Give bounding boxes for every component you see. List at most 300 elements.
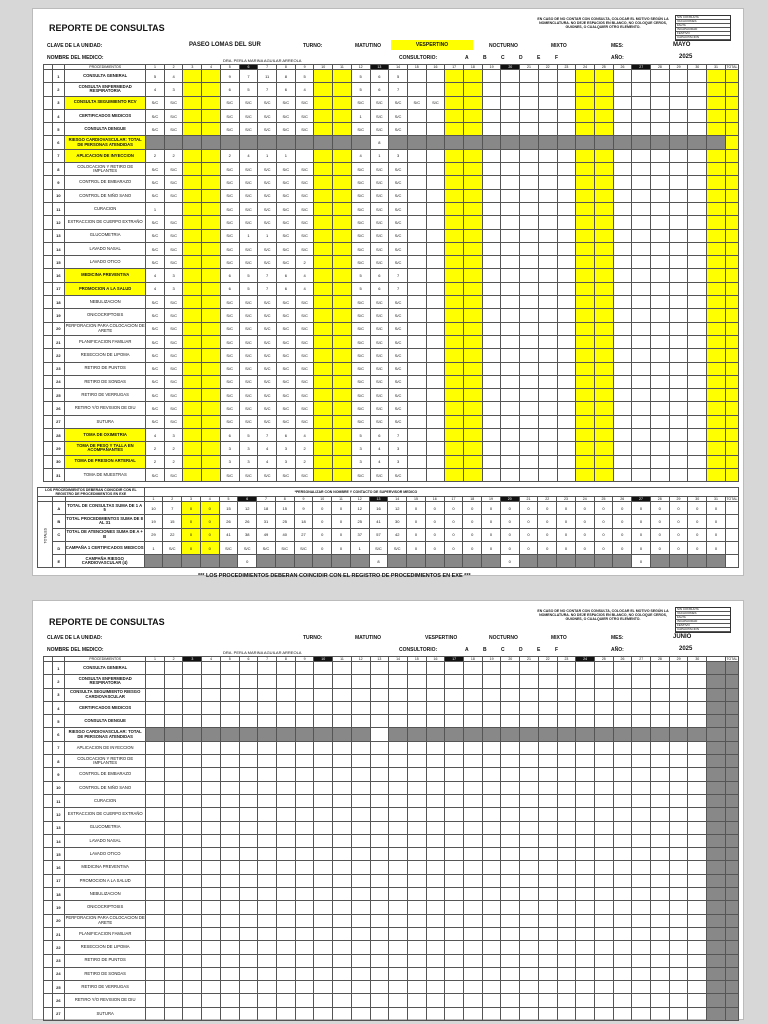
day-cell [407, 256, 426, 269]
day-cell [538, 941, 557, 954]
day-cell [220, 755, 239, 768]
day-cell: S/C [277, 402, 296, 415]
row-side [44, 149, 53, 162]
day-cell [482, 888, 501, 901]
day-cell [576, 123, 595, 136]
day-cell [594, 468, 613, 481]
day-cell [651, 70, 670, 83]
day-cell [632, 794, 651, 807]
anio-value: 2025 [679, 54, 693, 60]
totals-cell: 0 [707, 502, 726, 515]
day-cell [146, 914, 165, 927]
day-cell [295, 715, 314, 728]
row-number: 18 [52, 296, 65, 309]
day-cell [688, 362, 707, 375]
day-cell [576, 429, 595, 442]
day-cell [464, 296, 483, 309]
day-cell: S/C [239, 415, 258, 428]
row-label: RESECCION DE LIPOMA [65, 349, 146, 362]
day-cell [407, 794, 426, 807]
day-cell [482, 415, 501, 428]
day-cell [202, 322, 221, 335]
day-cell [576, 888, 595, 901]
day-cell [707, 349, 726, 362]
day-cell [538, 349, 557, 362]
row-side [44, 322, 53, 335]
bottom-note: *** LOS PROCEDIMIENTOS DEBERAN COINCIDIR CON EL REGISTRO DE PROCEDIMIENTOS EN EXE *** [198, 573, 471, 579]
day-cell [557, 149, 576, 162]
day-cell [464, 662, 483, 675]
row-total [725, 901, 738, 914]
day-cell [183, 202, 202, 215]
row-total [725, 96, 738, 109]
day-cell [688, 927, 707, 940]
day-header: 11 [332, 497, 351, 502]
report-page-june [32, 600, 744, 1020]
day-cell [501, 216, 520, 229]
day-cell: 1 [146, 202, 165, 215]
day-cell [688, 768, 707, 781]
day-cell [669, 70, 688, 83]
row-total [725, 927, 738, 940]
day-cell: S/C [370, 362, 389, 375]
day-header: 5 [220, 657, 239, 662]
totals-cell: 0 [313, 528, 332, 541]
row-number: 8 [52, 755, 65, 768]
turno-matutino: MATUTINO [355, 43, 382, 49]
day-cell [333, 149, 352, 162]
day-cell [183, 389, 202, 402]
day-cell [202, 728, 221, 741]
day-cell [482, 834, 501, 847]
day-cell: S/C [258, 402, 277, 415]
day-cell [613, 229, 632, 242]
day-cell [445, 675, 464, 688]
day-cell [501, 941, 520, 954]
day-cell [314, 794, 333, 807]
day-cell: S/C [164, 216, 183, 229]
day-header: 2 [163, 497, 182, 502]
day-cell: 3 [164, 269, 183, 282]
day-cell: S/C [277, 349, 296, 362]
mes-label-2: MES: [611, 635, 624, 641]
table-row [44, 123, 739, 136]
day-cell [445, 701, 464, 714]
row-number: 25 [52, 981, 65, 994]
day-cell: S/C [295, 402, 314, 415]
day-cell [613, 1007, 632, 1020]
day-cell [520, 981, 539, 994]
day-cell [314, 715, 333, 728]
day-cell [202, 70, 221, 83]
day-cell [482, 322, 501, 335]
day-cell [538, 715, 557, 728]
day-cell [464, 322, 483, 335]
nomenclature-item: FESTIVO [676, 32, 730, 36]
consultas-table [43, 64, 739, 482]
day-cell [239, 901, 258, 914]
day-cell: S/C [370, 176, 389, 189]
day-cell [202, 189, 221, 202]
day-cell [482, 309, 501, 322]
day-cell [632, 216, 651, 229]
day-cell [389, 675, 408, 688]
day-cell [594, 688, 613, 701]
totals-cell: 0 [632, 515, 651, 528]
day-cell: S/C [389, 202, 408, 215]
day-cell: S/C [277, 216, 296, 229]
day-cell [557, 309, 576, 322]
day-cell: S/C [239, 349, 258, 362]
totals-cell: 0 [632, 528, 651, 541]
day-cell: S/C [295, 349, 314, 362]
day-cell [202, 309, 221, 322]
day-cell [295, 808, 314, 821]
day-cell [538, 296, 557, 309]
totals-cell: 0 [557, 515, 576, 528]
day-cell: S/C [239, 202, 258, 215]
day-cell [202, 136, 221, 149]
day-cell: 5 [146, 70, 165, 83]
day-cell [632, 821, 651, 834]
table-row [44, 954, 739, 967]
day-cell: S/C [295, 309, 314, 322]
day-cell [576, 296, 595, 309]
day-cell [669, 768, 688, 781]
day-cell: 3 [389, 442, 408, 455]
day-cell: S/C [220, 309, 239, 322]
day-header: 1 [146, 657, 165, 662]
day-cell [295, 728, 314, 741]
totals-label: TOTAL DE ATENCIONES SUMA DE A + B [65, 528, 144, 541]
day-cell [576, 901, 595, 914]
day-cell: S/C [277, 123, 296, 136]
day-cell [407, 834, 426, 847]
day-cell [688, 136, 707, 149]
totals-cell: 0 [332, 528, 351, 541]
day-cell [445, 296, 464, 309]
day-cell [501, 954, 520, 967]
day-cell [538, 688, 557, 701]
day-cell [669, 109, 688, 122]
day-cell [202, 335, 221, 348]
day-header: 3 [183, 657, 202, 662]
day-cell [314, 468, 333, 481]
day-cell [314, 375, 333, 388]
day-cell [576, 768, 595, 781]
day-cell [482, 216, 501, 229]
day-cell [538, 442, 557, 455]
day-header: 27 [632, 657, 651, 662]
day-cell [258, 768, 277, 781]
day-cell [520, 176, 539, 189]
day-cell [295, 821, 314, 834]
day-cell: S/C [295, 176, 314, 189]
day-cell: S/C [164, 256, 183, 269]
day-cell [314, 322, 333, 335]
day-cell [707, 981, 726, 994]
totals-cell: 0 [688, 502, 707, 515]
table-row [44, 794, 739, 807]
day-cell [445, 256, 464, 269]
day-header: 25 [594, 657, 613, 662]
row-label: PLANIFICACION FAMILIAR [65, 927, 146, 940]
day-cell [538, 1007, 557, 1020]
day-cell [669, 389, 688, 402]
day-cell [688, 269, 707, 282]
day-cell [557, 136, 576, 149]
day-cell [576, 335, 595, 348]
totals-cell: 18 [294, 515, 313, 528]
day-cell: S/C [258, 415, 277, 428]
day-cell [370, 848, 389, 861]
totals-cell [538, 555, 557, 568]
day-cell: S/C [146, 375, 165, 388]
day-cell [669, 821, 688, 834]
day-cell [688, 1007, 707, 1020]
day-cell [202, 442, 221, 455]
day-cell [632, 322, 651, 335]
day-cell [482, 296, 501, 309]
day-cell: S/C [351, 349, 370, 362]
day-cell: S/C [370, 309, 389, 322]
day-cell [520, 941, 539, 954]
day-cell [482, 994, 501, 1007]
day-cell [389, 768, 408, 781]
day-header: 14 [388, 497, 407, 502]
day-cell [576, 229, 595, 242]
day-cell [651, 861, 670, 874]
turno-vespertino-2: VESPERTINO [425, 635, 458, 641]
totals-cell: 0 [463, 515, 482, 528]
day-cell [426, 967, 445, 980]
table-row [44, 701, 739, 714]
day-cell [669, 415, 688, 428]
day-cell [314, 662, 333, 675]
day-cell [202, 967, 221, 980]
day-cell [164, 688, 183, 701]
row-number: 3 [52, 96, 65, 109]
day-cell [669, 701, 688, 714]
day-cell [520, 216, 539, 229]
day-cell: S/C [146, 229, 165, 242]
day-cell [538, 282, 557, 295]
day-cell: 3 [164, 83, 183, 96]
day-cell [651, 927, 670, 940]
day-cell [688, 242, 707, 255]
day-cell [333, 888, 352, 901]
day-cell [669, 136, 688, 149]
day-cell [576, 362, 595, 375]
day-cell [351, 967, 370, 980]
day-cell [183, 362, 202, 375]
day-cell [258, 981, 277, 994]
day-cell: 6 [370, 70, 389, 83]
day-cell: S/C [370, 468, 389, 481]
day-cell: 4 [146, 83, 165, 96]
day-cell [351, 808, 370, 821]
day-cell [445, 229, 464, 242]
row-total [725, 728, 738, 741]
day-cell [501, 296, 520, 309]
day-cell: 5 [351, 282, 370, 295]
row-label: CONTROL DE EMBARAZO [65, 176, 146, 189]
day-cell: S/C [389, 109, 408, 122]
nomenclature-item: FALTA [676, 24, 730, 28]
totals-cell: 0 [313, 515, 332, 528]
day-cell [576, 755, 595, 768]
day-cell [426, 914, 445, 927]
day-cell [389, 715, 408, 728]
day-cell [651, 349, 670, 362]
day-cell [202, 981, 221, 994]
totals-cell: 0 [669, 541, 688, 554]
day-cell [295, 834, 314, 847]
day-cell [258, 901, 277, 914]
row-number: 31 [52, 468, 65, 481]
day-cell [538, 994, 557, 1007]
totals-cell: 0 [613, 502, 632, 515]
day-cell [482, 202, 501, 215]
day-cell [314, 335, 333, 348]
day-cell [613, 429, 632, 442]
nomenclature-item: INCAPACIDAD [676, 28, 730, 32]
day-cell [688, 808, 707, 821]
day-header: 1 [146, 65, 165, 70]
day-cell [314, 163, 333, 176]
day-cell [258, 715, 277, 728]
row-total [725, 981, 738, 994]
totals-cell [294, 555, 313, 568]
row-side [44, 429, 53, 442]
day-cell [557, 808, 576, 821]
day-cell [202, 715, 221, 728]
day-cell [426, 256, 445, 269]
day-cell [239, 675, 258, 688]
day-cell [707, 256, 726, 269]
day-cell [464, 468, 483, 481]
day-cell [501, 874, 520, 887]
day-cell: S/C [277, 96, 296, 109]
row-label: GLUCOMETRIA [65, 229, 146, 242]
day-cell [538, 834, 557, 847]
day-cell [333, 96, 352, 109]
day-cell: S/C [389, 216, 408, 229]
day-cell [501, 70, 520, 83]
day-cell [333, 216, 352, 229]
day-cell [239, 954, 258, 967]
day-cell [146, 834, 165, 847]
day-cell [688, 888, 707, 901]
day-cell [651, 322, 670, 335]
day-cell [688, 189, 707, 202]
day-cell [501, 468, 520, 481]
table-row [44, 362, 739, 375]
row-side [44, 389, 53, 402]
day-cell [407, 755, 426, 768]
day-cell [651, 675, 670, 688]
day-cell: S/C [351, 415, 370, 428]
instructions-note-2: EN CASO DE NO CONTAR CON CONSULTA, COLOCAR EL MOTIVO SEGÚN LA NOMENCLATURA. NO DEJE ESPACIOS EN BLANCO, NO COLOQUE CEROS, GUIONES, O CUALQUIER OTRO ELEMENTO. [537, 609, 669, 621]
day-cell [538, 967, 557, 980]
day-cell [669, 242, 688, 255]
day-cell [576, 442, 595, 455]
day-cell [464, 335, 483, 348]
day-cell [632, 256, 651, 269]
day-cell [464, 163, 483, 176]
day-cell [538, 96, 557, 109]
day-cell [707, 269, 726, 282]
day-cell [389, 728, 408, 741]
totals-cell: 0 [575, 515, 594, 528]
day-cell [669, 741, 688, 754]
day-cell [333, 861, 352, 874]
day-cell [333, 70, 352, 83]
day-cell [164, 861, 183, 874]
totals-cell: 0 [425, 515, 444, 528]
day-cell [407, 362, 426, 375]
row-total [725, 768, 738, 781]
row-label: CONSULTA DENGUE [65, 715, 146, 728]
day-header: 4 [202, 657, 221, 662]
day-cell [594, 83, 613, 96]
day-cell [557, 429, 576, 442]
day-cell: 6 [220, 83, 239, 96]
day-cell: 3 [389, 149, 408, 162]
day-cell [576, 216, 595, 229]
day-cell [146, 728, 165, 741]
day-cell [632, 282, 651, 295]
row-number: 5 [52, 123, 65, 136]
day-cell [426, 109, 445, 122]
totals-cell: 0 [707, 541, 726, 554]
day-cell [688, 688, 707, 701]
day-cell [520, 688, 539, 701]
day-cell: 7 [239, 70, 258, 83]
day-cell [707, 768, 726, 781]
day-cell: S/C [220, 123, 239, 136]
day-cell [651, 874, 670, 887]
day-cell [594, 216, 613, 229]
day-cell [594, 914, 613, 927]
totals-cell: 0 [707, 528, 726, 541]
day-cell [314, 834, 333, 847]
totals-cell: 0 [182, 528, 201, 541]
day-cell [707, 688, 726, 701]
day-cell [314, 927, 333, 940]
day-cell [314, 848, 333, 861]
day-cell [538, 861, 557, 874]
day-header: 6 [239, 657, 258, 662]
day-cell [576, 821, 595, 834]
day-cell [464, 755, 483, 768]
day-cell [445, 429, 464, 442]
day-cell [651, 269, 670, 282]
day-cell: S/C [351, 189, 370, 202]
day-cell [669, 176, 688, 189]
day-cell: S/C [239, 402, 258, 415]
day-cell [632, 768, 651, 781]
day-cell [146, 981, 165, 994]
row-side [44, 229, 53, 242]
totals-cell [707, 555, 726, 568]
day-header: 2 [164, 65, 183, 70]
row-number: 15 [52, 256, 65, 269]
day-cell [520, 96, 539, 109]
day-cell [464, 848, 483, 861]
day-cell: 9 [220, 70, 239, 83]
day-cell: S/C [295, 216, 314, 229]
